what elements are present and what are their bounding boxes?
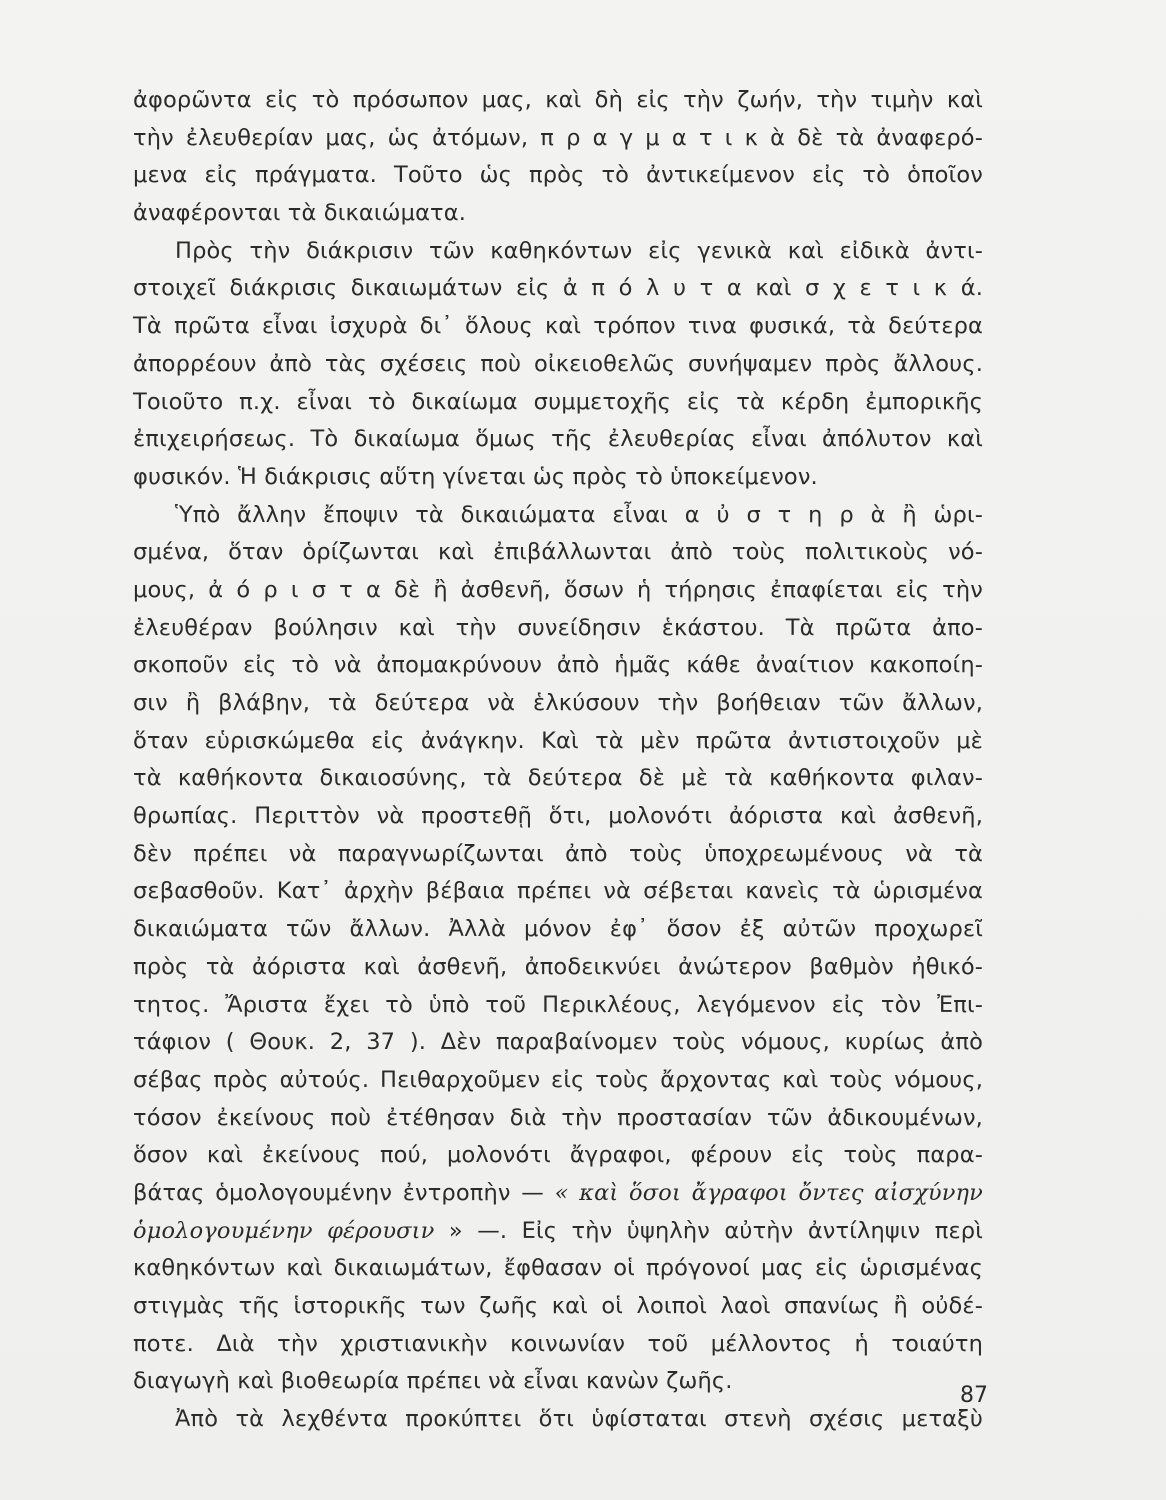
text-line (133, 1175, 983, 1213)
text-line: διαγωγὴ καὶ βιοθεωρία πρέπει νὰ εἶναι κανὼν ζωῆς. (133, 1368, 733, 1395)
text-line: ἀφορῶντα εἰς τὸ πρόσωπον μας, καὶ δὴ εἰς τὴν ζωήν, τὴν τιμὴν καὶ (133, 87, 983, 113)
text-line: σκοποῦν εἰς τὸ νὰ ἀπομακρύνουν ἀπὸ ἡμᾶς κάθε ἀναίτιον κακοποίη- (133, 652, 983, 679)
text-line: δικαιώματα τῶν ἄλλων. Ἀλλὰ μόνον ἐφ᾽ ὅσον ἐξ αὐτῶν προχωρεῖ (133, 916, 983, 943)
page-number: 87 (960, 1383, 988, 1408)
text-line: ἐλευθέραν βούλησιν καὶ τὴν συνείδησιν ἑκάστου. Τὰ πρῶτα ἀπο- (133, 614, 983, 641)
text-line: τόσον ἐκείνους ποὺ ἐτέθησαν διὰ τὴν προστασίαν τῶν ἀδικουμένων, (133, 1104, 983, 1131)
text-line: ὅσον καὶ ἐκείνους πού, μολονότι ἄγραφοι, φέρουν εἰς τοὺς παρα- (133, 1142, 983, 1169)
text-line: στοιχεῖ διάκρισις δικαιωμάτων εἰς ἀ π ό λ υ τ α καὶ σ χ ε τ ι κ ά. (133, 275, 983, 302)
text-span: βάτας ὁμολογουμένην ἐντροπὴν — (133, 1179, 544, 1206)
text-line: τητος. Ἄριστα ἔχει τὸ ὑπὸ τοῦ Περικλέους, λεγόμενον εἰς τὸν Ἐπι- (133, 991, 983, 1018)
text-line: πρὸς τὰ ἀόριστα καὶ ἀσθενῆ, ἀποδεικνύει ἀνώτερον βαθμὸν ἠθικό- (133, 953, 983, 980)
text-line: σμένα, ὅταν ὁρίζωνται καὶ ἐπιβάλλωνται ἀπὸ τοὺς πολιτικοὺς νό- (133, 539, 983, 566)
text-line: τὴν ἐλευθερίαν μας, ὡς ἀτόμων, π ρ α γ μ α τ ι κ ὰ δὲ τὰ ἀναφερό- (133, 124, 983, 151)
text-line: ποτε. Διὰ τὴν χριστιανικὴν κοινωνίαν τοῦ μέλλοντος ἡ τοιαύτη (133, 1330, 983, 1357)
text-line: Πρὸς τὴν διάκρισιν τῶν καθηκόντων εἰς γενικὰ καὶ εἰδικὰ ἀντι- (175, 237, 983, 264)
text-line: στιγμὰς τῆς ἱστορικῆς των ζωῆς καὶ οἱ λοιποὶ λαοὶ σπανίως ἢ οὐδέ- (133, 1293, 983, 1319)
text-line: ἐπιχειρήσεως. Τὸ δικαίωμα ὅμως τῆς ἐλευθερίας εἶναι ἀπόλυτον καὶ (133, 426, 983, 453)
text-line: ἀπορρέουν ἀπὸ τὰς σχέσεις ποὺ οἰκειοθελῶς συνήψαμεν πρὸς ἄλλους. (133, 350, 983, 377)
quote-span: ὁμολογουμένην φέρουσιν (133, 1217, 435, 1244)
text-line: φυσικόν. Ἡ διάκρισις αὕτη γίνεται ὡς πρὸς τὸ ὑποκείμενον. (133, 463, 818, 490)
text-line: σέβας πρὸς αὐτούς. Πειθαρχοῦμεν εἰς τοὺς ἄρχοντας καὶ τοὺς νόμους, (133, 1066, 983, 1093)
text-line: σεβασθοῦν. Κατ᾽ ἀρχὴν βέβαια πρέπει νὰ σέβεται κανεὶς τὰ ὡρισμένα (133, 878, 983, 905)
text-line: τάφιον ( Θουκ. 2, 37 ). Δὲν παραβαίνομεν τοὺς νόμους, κυρίως ἀπὸ (133, 1029, 983, 1056)
text-line: ἀναφέρονται τὰ δικαιώματα. (133, 200, 467, 227)
text-line: Ὑπὸ ἄλλην ἔποψιν τὰ δικαιώματα εἶναι α ὐ σ τ η ρ ὰ ἢ ὡρι- (175, 501, 983, 528)
text-line: μους, ἀ ό ρ ι σ τ α δὲ ἢ ἀσθενῆ, ὅσων ἡ τήρησις ἐπαφίεται εἰς τὴν (133, 576, 983, 603)
text-line: θρωπίας. Περιττὸν νὰ προστεθῇ ὅτι, μολονότι ἀόριστα καὶ ἀσθενῆ, (133, 803, 983, 830)
text-line: δὲν πρέπει νὰ παραγνωρίζωνται ἀπὸ τοὺς ὑποχρεωμένους νὰ τὰ (133, 840, 983, 867)
text-line: Τοιοῦτο π.χ. εἶναι τὸ δικαίωμα συμμετοχῆς εἰς τὰ κέρδη ἐμπορικῆς (133, 388, 983, 415)
text-line: Τὰ πρῶτα εἶναι ἰσχυρὰ δι᾽ ὅλους καὶ τρόπον τινα φυσικά, τὰ δεύτερα (133, 313, 983, 340)
text-span: » —. Εἰς τὴν ὑψηλὴν αὐτὴν ἀντίληψιν περὶ (448, 1217, 983, 1244)
text-line: τὰ καθήκοντα δικαιοσύνης, τὰ δεύτερα δὲ μὲ τὰ καθήκοντα φιλαν- (133, 765, 983, 792)
text-line: καθηκόντων καὶ δικαιωμάτων, ἔφθασαν οἱ πρόγονοί μας εἰς ὡρισμένας (133, 1255, 983, 1282)
body-text (133, 82, 983, 1439)
text-line: Ἀπὸ τὰ λεχθέντα προκύπτει ὅτι ὑφίσταται στενὴ σχέσις μεταξὺ (175, 1406, 983, 1433)
quote-span: « καὶ ὅσοι ἄγραφοι ὄντες αἰσχύνην (554, 1179, 983, 1206)
text-line: ὅταν εὑρισκώμεθα εἰς ἀνάγκην. Καὶ τὰ μὲν πρῶτα ἀντιστοιχοῦν μὲ (133, 727, 983, 754)
text-line: σιν ἢ βλάβην, τὰ δεύτερα νὰ ἑλκύσουν τὴν βοήθειαν τῶν ἄλλων, (133, 690, 983, 716)
text-line (133, 1213, 983, 1251)
text-line: μενα εἰς πράγματα. Τοῦτο ὡς πρὸς τὸ ἀντικείμενον εἰς τὸ ὁποῖον (133, 162, 983, 189)
